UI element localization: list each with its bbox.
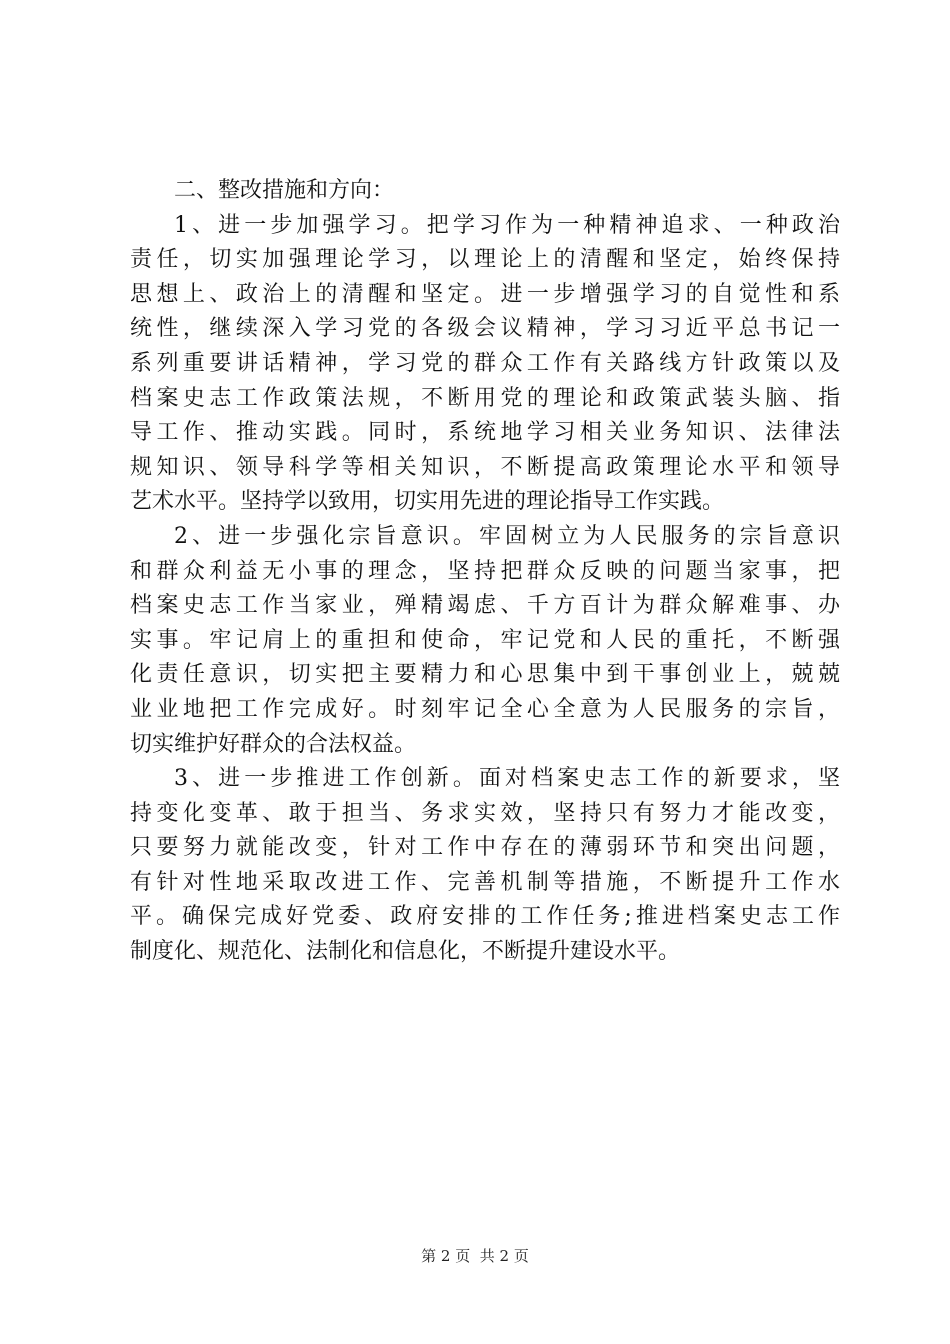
section-heading: 二、整改措施和方向： xyxy=(174,178,395,203)
paragraph-line: 统性，继续深入学习党的各级会议精神，学习习近平总书记一 xyxy=(130,316,840,342)
page-number-footer: 第 2 页 共 2 页 xyxy=(421,1247,529,1265)
paragraph-2 xyxy=(130,520,840,762)
paragraph-line: 责任，切实加强理论学习，以理论上的清醒和坚定，始终保持 xyxy=(130,247,840,273)
paragraph-line: 3、进一步推进工作创新。面对档案史志工作的新要求，坚 xyxy=(174,766,840,792)
paragraph-line: 平。确保完成好党委、政府安排的工作任务;推进档案史志工作 xyxy=(130,904,840,930)
paragraph-line: 有针对性地采取改进工作、完善机制等措施，不断提升工作水 xyxy=(130,869,840,895)
paragraph-3 xyxy=(130,762,840,970)
paragraph-line: 持变化变革、敢于担当、务求实效，坚持只有努力才能改变， xyxy=(130,800,840,826)
paragraph-line: 档案史志工作当家业，殚精竭虑、千方百计为群众解难事、办 xyxy=(130,593,840,619)
paragraph-line: 化责任意识，切实把主要精力和心思集中到干事创业上，兢兢 xyxy=(130,662,840,688)
paragraph-line: 1、进一步加强学习。把学习作为一种精神追求、一种政治 xyxy=(174,212,840,238)
paragraph-1 xyxy=(130,209,840,520)
document-body xyxy=(130,174,840,970)
paragraph-line: 2、进一步强化宗旨意识。牢固树立为人民服务的宗旨意识 xyxy=(174,523,840,549)
paragraph-line: 和群众利益无小事的理念，坚持把群众反映的问题当家事，把 xyxy=(130,558,840,584)
paragraph-line: 规知识、领导科学等相关知识，不断提高政策理论水平和领导 xyxy=(130,454,840,480)
paragraph-line: 切实维护好群众的合法权益。 xyxy=(130,731,417,757)
paragraph-line: 思想上、政治上的清醒和坚定。进一步增强学习的自觉性和系 xyxy=(130,281,840,307)
paragraph-line: 只要努力就能改变，针对工作中存在的薄弱环节和突出问题， xyxy=(130,835,840,861)
paragraph-line: 档案史志工作政策法规，不断用党的理论和政策武装头脑、指 xyxy=(130,385,840,411)
paragraph-line: 系列重要讲话精神，学习党的群众工作有关路线方针政策以及 xyxy=(130,350,840,376)
paragraph-line: 实事。牢记肩上的重担和使命，牢记党和人民的重托，不断强 xyxy=(130,627,840,653)
paragraph-line: 业业地把工作完成好。时刻牢记全心全意为人民服务的宗旨， xyxy=(130,696,840,722)
paragraph-line: 制度化、规范化、法制化和信息化，不断提升建设水平。 xyxy=(130,939,681,965)
paragraph-line: 导工作、推动实践。同时，系统地学习相关业务知识、法律法 xyxy=(130,420,840,446)
paragraph-line: 艺术水平。坚持学以致用，切实用先进的理论指导工作实践。 xyxy=(130,489,725,515)
